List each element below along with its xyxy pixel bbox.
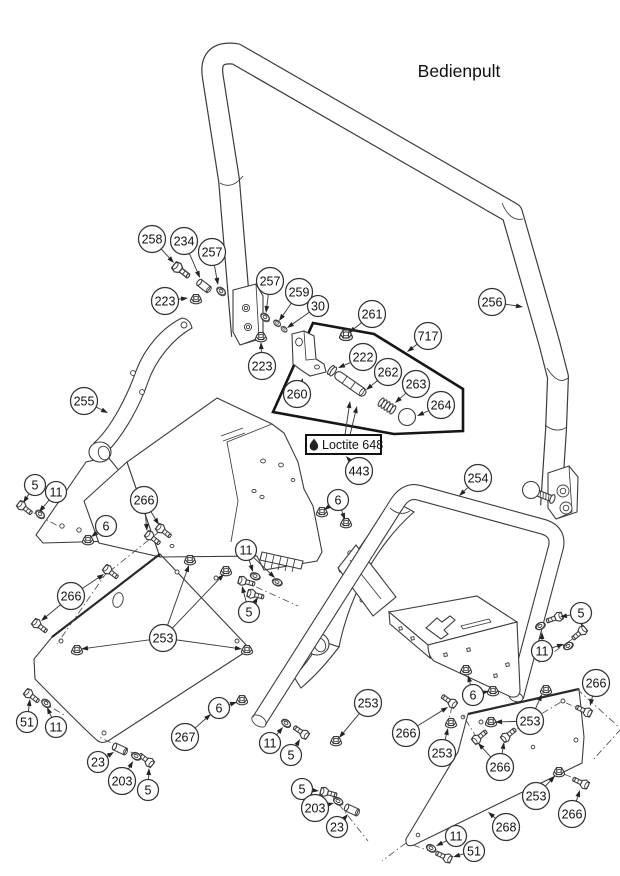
svg-text:11: 11 <box>49 720 63 735</box>
svg-text:266: 266 <box>395 726 417 741</box>
washer-icon <box>280 718 292 730</box>
balloon-253 <box>429 728 456 767</box>
washer-icon <box>562 640 574 651</box>
svg-text:23: 23 <box>91 755 105 770</box>
screw-icon <box>570 624 589 642</box>
balloon-266 <box>583 670 610 707</box>
svg-text:5: 5 <box>245 605 253 620</box>
svg-text:11: 11 <box>49 485 63 500</box>
svg-text:51: 51 <box>467 844 481 859</box>
svg-text:11: 11 <box>239 543 253 558</box>
bushing-icon <box>343 803 360 816</box>
svg-text:5: 5 <box>577 606 585 621</box>
svg-text:5: 5 <box>31 478 39 493</box>
screw-icon <box>470 728 489 746</box>
balloon-255 <box>71 388 109 415</box>
nut-icon <box>190 295 201 304</box>
svg-text:51: 51 <box>20 715 34 730</box>
svg-text:266: 266 <box>489 760 511 775</box>
svg-text:261: 261 <box>361 307 383 322</box>
screw-icon <box>30 617 49 635</box>
washer-icon <box>40 698 52 710</box>
right-mount-block <box>548 466 578 519</box>
svg-text:5: 5 <box>287 748 295 763</box>
svg-text:263: 263 <box>405 377 427 392</box>
svg-text:6: 6 <box>215 701 223 716</box>
washer-icon <box>425 843 437 854</box>
nut-icon <box>487 687 498 696</box>
balloon-11 <box>46 707 67 738</box>
svg-text:443: 443 <box>348 464 370 479</box>
balloon-266 <box>478 742 514 781</box>
svg-text:267: 267 <box>174 730 196 745</box>
balloon-259 <box>279 279 313 322</box>
balloon-51 <box>17 699 38 733</box>
loctite-label: Loctite 648 <box>322 438 384 452</box>
svg-text:253: 253 <box>357 696 379 711</box>
nut-icon <box>236 696 247 705</box>
axis-line <box>592 729 620 761</box>
balloon-266 <box>41 574 104 621</box>
balloon-6 <box>209 698 238 719</box>
washer-icon <box>272 319 282 328</box>
washer-icon <box>271 578 283 587</box>
balloon-443 <box>346 456 373 485</box>
balloon-5 <box>138 768 159 801</box>
washer-icon <box>249 572 261 581</box>
nut-icon <box>241 646 252 655</box>
svg-text:234: 234 <box>173 234 195 249</box>
balloon-266 <box>559 790 586 828</box>
balloon-261 <box>349 301 386 334</box>
balloon-223 <box>249 342 276 380</box>
balloon-11 <box>260 727 284 754</box>
axis-line <box>382 843 406 861</box>
nut-icon <box>445 719 456 728</box>
svg-text:253: 253 <box>152 631 174 646</box>
nut-icon <box>340 519 351 528</box>
svg-text:6: 6 <box>469 688 477 703</box>
nut-icon <box>255 333 266 342</box>
screw-icon <box>15 499 34 517</box>
balloon-254 <box>459 465 492 497</box>
balloon-23 <box>327 814 349 838</box>
svg-text:203: 203 <box>304 801 326 816</box>
washer-icon <box>215 286 227 298</box>
nut-icon <box>460 666 471 675</box>
svg-text:5: 5 <box>144 783 152 798</box>
balloon-23 <box>88 752 115 773</box>
screw-icon <box>434 849 453 864</box>
svg-text:262: 262 <box>377 365 399 380</box>
screw-icon <box>571 775 590 790</box>
svg-text:6: 6 <box>334 493 342 508</box>
svg-text:256: 256 <box>481 295 503 310</box>
screw-icon <box>499 726 518 744</box>
screw-icon <box>137 751 156 769</box>
svg-text:259: 259 <box>288 285 310 300</box>
nut-icon <box>220 567 231 576</box>
svg-text:6: 6 <box>102 519 110 534</box>
svg-text:223: 223 <box>154 294 176 309</box>
balloon-203 <box>109 761 136 795</box>
svg-text:266: 266 <box>60 589 82 604</box>
svg-text:253: 253 <box>519 714 541 729</box>
svg-text:5: 5 <box>298 782 306 797</box>
svg-text:257: 257 <box>201 245 223 260</box>
screw-icon <box>22 687 41 705</box>
svg-text:222: 222 <box>352 350 374 365</box>
page-title: Bedienpult <box>417 61 501 81</box>
balloon-257 <box>199 239 226 286</box>
svg-text:268: 268 <box>495 820 517 835</box>
nut-icon <box>330 737 341 746</box>
svg-text:23: 23 <box>330 820 344 835</box>
console-base-plate <box>389 596 520 697</box>
svg-text:223: 223 <box>251 359 273 374</box>
svg-text:11: 11 <box>535 644 549 659</box>
svg-text:30: 30 <box>311 299 325 314</box>
balloon-258 <box>139 226 175 264</box>
nut-icon <box>184 556 195 565</box>
svg-text:253: 253 <box>431 746 453 761</box>
balloon-267 <box>172 714 212 751</box>
svg-text:203: 203 <box>111 774 133 789</box>
balloon-223 <box>152 288 189 315</box>
svg-text:266: 266 <box>133 493 155 508</box>
balloon-203 <box>302 795 335 822</box>
svg-text:260: 260 <box>286 387 308 402</box>
nut-icon <box>82 536 93 545</box>
svg-text:254: 254 <box>467 471 489 486</box>
bushing-icon <box>196 278 213 293</box>
svg-text:11: 11 <box>263 736 277 751</box>
svg-text:253: 253 <box>525 789 547 804</box>
svg-text:255: 255 <box>73 394 95 409</box>
svg-text:257: 257 <box>259 274 281 289</box>
balloon-268 <box>488 812 520 841</box>
screw-icon <box>291 723 310 740</box>
screw-icon <box>170 261 192 281</box>
svg-text:11: 11 <box>449 829 463 844</box>
balloon-253 <box>339 690 382 739</box>
screw-icon <box>439 692 458 709</box>
balloon-6 <box>324 490 349 521</box>
screw-icon <box>545 611 564 625</box>
svg-text:717: 717 <box>417 329 439 344</box>
nut-icon <box>540 686 551 695</box>
balloon-253 <box>523 776 556 810</box>
washer-icon <box>280 325 289 333</box>
balloon-253 <box>495 694 544 735</box>
nut-icon <box>485 718 496 727</box>
nut-icon <box>553 768 564 777</box>
svg-text:258: 258 <box>141 232 163 247</box>
balloon-717 <box>407 323 442 353</box>
balloon-256 <box>479 289 524 316</box>
balloon-5 <box>281 739 302 766</box>
svg-text:264: 264 <box>430 398 452 413</box>
balloon-5 <box>560 603 592 628</box>
svg-text:266: 266 <box>561 807 583 822</box>
nut-icon <box>71 646 82 655</box>
svg-text:266: 266 <box>585 676 607 691</box>
balloon-11 <box>436 826 467 847</box>
screw-icon <box>101 563 120 581</box>
bushing-icon <box>111 742 128 755</box>
detent-ball-264 <box>399 409 416 426</box>
balloon-5 <box>23 475 46 504</box>
